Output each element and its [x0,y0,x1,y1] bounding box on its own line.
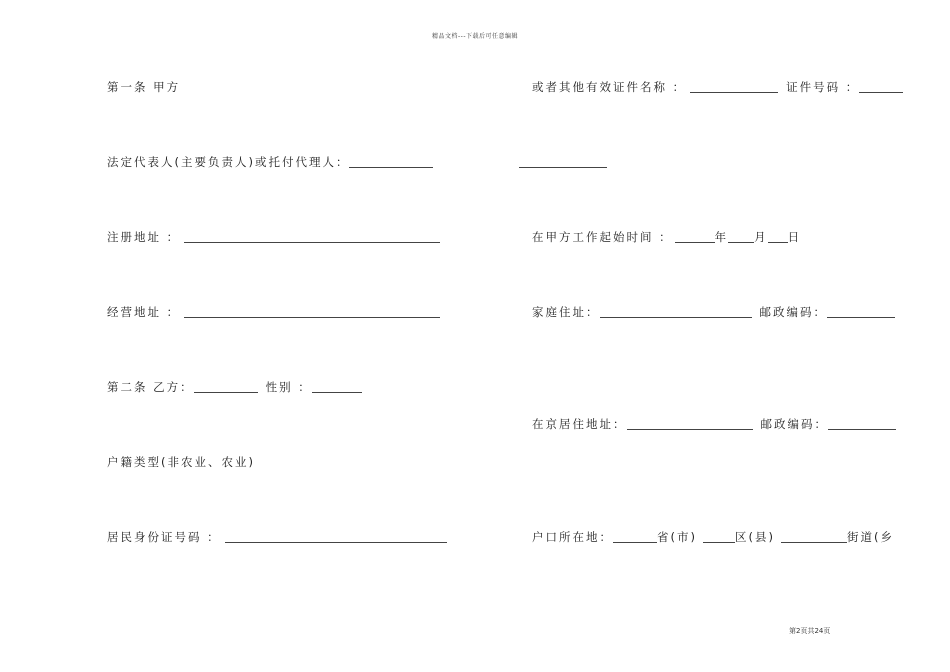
page-number: 第2页共24页 [789,627,831,635]
legal-rep-line [107,155,607,169]
beijing-addr-blank[interactable] [627,418,753,430]
day-blank[interactable] [768,231,788,243]
postcode-2-blank[interactable] [828,418,896,430]
legal-rep-blank[interactable] [349,156,433,168]
day-label: 日 [787,230,802,244]
reg-addr-label: 注册地址 ： [107,230,181,244]
reg-addr-blank[interactable] [184,231,440,243]
postcode-2-label: 邮政编码： [760,417,828,431]
legal-rep-blank-2[interactable] [519,156,607,168]
month-blank[interactable] [728,231,754,243]
district-label: 区(县) [734,530,775,544]
other-doc-label: 或者其他有效证件名称 ： [532,80,687,94]
other-doc-blank[interactable] [690,81,778,93]
legal-rep-label: 法定代表人(主要负责人)或托付代理人： [107,155,350,169]
article-2-label: 第二条 乙方： [107,380,194,394]
article-2-line [107,380,362,394]
page-header: 精品文档---下载后可任意编辑 [432,33,518,40]
district-blank[interactable] [703,531,735,543]
home-addr-line [532,305,895,319]
postcode-1-blank[interactable] [827,306,895,318]
gender-blank[interactable] [312,381,362,393]
doc-no-blank[interactable] [859,81,903,93]
biz-addr-label: 经营地址 ： [107,305,181,319]
hukou-loc-line [532,530,894,544]
year-label: 年 [714,230,729,244]
hukou-type-line [107,455,255,469]
home-addr-blank[interactable] [600,306,752,318]
id-no-line [107,530,447,544]
article-1-label: 第一条 甲方 [107,80,181,94]
street-blank[interactable] [781,531,847,543]
article-1-line [107,80,180,94]
doc-no-label: 证件号码 ： [786,80,860,94]
beijing-addr-label: 在京居住地址： [532,417,627,431]
id-no-blank[interactable] [225,531,447,543]
hukou-type-label: 户籍类型(非农业、农业) [107,455,255,469]
beijing-addr-line [532,417,896,431]
start-time-label: 在甲方工作起始时间 ： [532,230,673,244]
biz-addr-line [107,305,440,319]
reg-addr-line [107,230,440,244]
hukou-loc-label: 户口所在地： [532,530,613,544]
id-no-label: 居民身份证号码 ： [107,530,221,544]
biz-addr-blank[interactable] [184,306,440,318]
other-doc-line [532,80,903,94]
postcode-1-label: 邮政编码： [759,305,827,319]
street-label: 街道(乡 [846,530,894,544]
gender-label: 性别 ： [265,380,312,394]
home-addr-label: 家庭住址： [532,305,600,319]
start-time-line [532,230,801,244]
party-b-blank[interactable] [194,381,258,393]
province-label: 省(市) [657,530,697,544]
month-label: 月 [754,230,768,244]
year-blank[interactable] [675,231,715,243]
province-blank[interactable] [613,531,657,543]
